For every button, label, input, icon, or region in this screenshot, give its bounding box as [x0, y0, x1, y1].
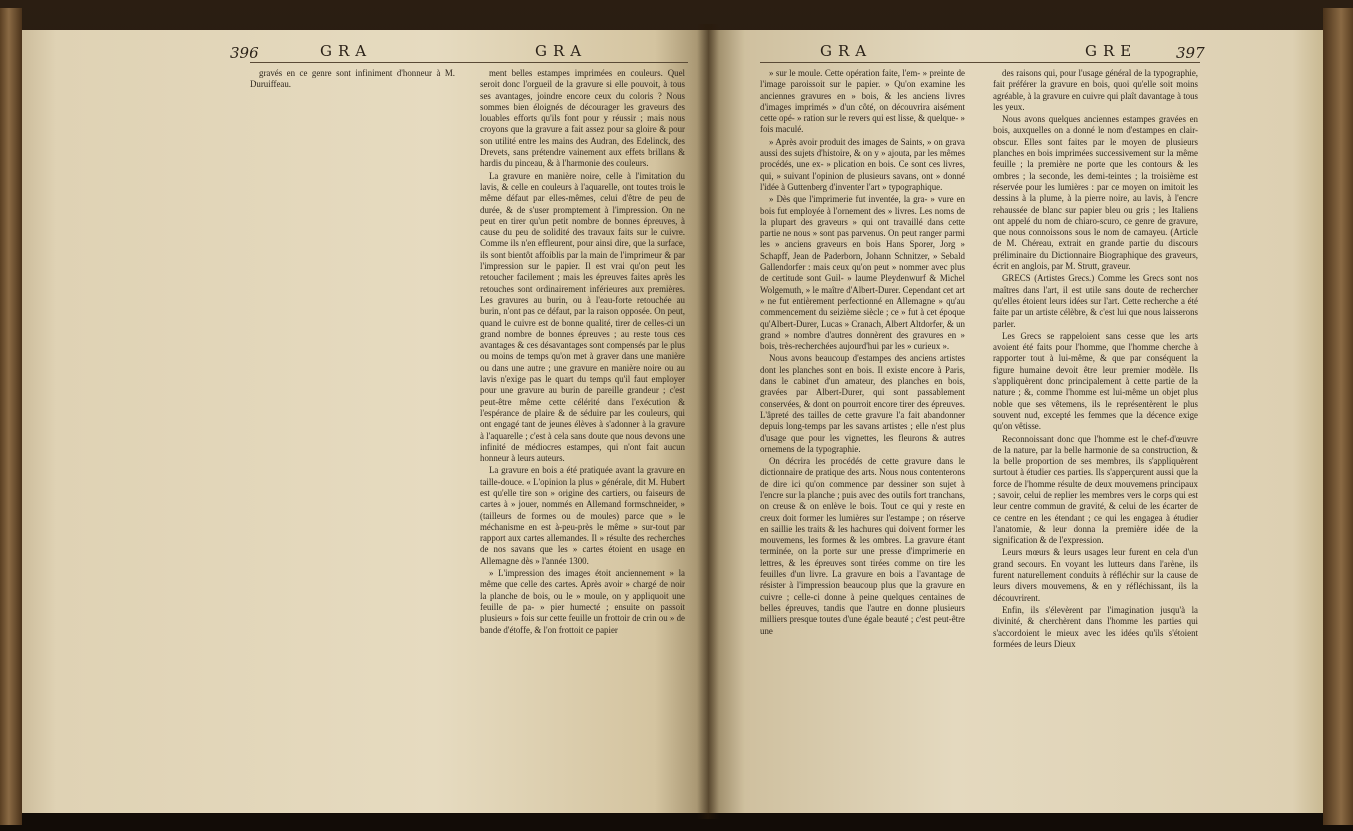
- paragraph: La gravure en manière noire, celle à l'imitation du lavis, & celle en couleurs à l'aquarelle, ont toutes trois le même défaut par elles-mêmes, celui d'être de peu de durée, & de s'user promptement à l'impression. On ne peut en tirer qu'un petit nombre de bonnes épreuves, à cause du peu de solidité des travaux faits sur le cuivre. Comme ils n'en effleurent, pour ainsi dire, que la surface, ils sont bientôt affoiblis par la main de l'imprimeur & par l'impression sur le papier. Il est vrai qu'on peut les retoucher facilement ; mais les épreuves faites après les retouches sont ordinairement inférieures aux premières. Les gravures au burin, ou à l'eau-forte retouchée au burin, n'ont pas ce défaut, par la raison opposée. On peut, quand le cuivre est de bonne qualité, tirer de celles-ci un grand nombre de bonnes épreuves ; au reste tous ces avantages & ces désavantages sont compensés par le plus ou moins de temps qu'on met à graver dans une manière ou dans une autre ; une gravure en manière noire ou au lavis n'exige pas le quart du temps qu'il faut employer pour une gravure au burin de pareille grandeur ; c'est peut-être même cette célérité dans l'exécution & l'espérance de plaire & de séduire par les couleurs, qui ont engagé tant de jeunes élèves à s'adonner à la gravure à l'aquarelle ; c'est à cela sans doute que nous devons une infinité de médiocres estampes, qui n'ont fait aucun honneur à leurs auteurs.: [480, 170, 685, 464]
- right-page-column-1: [760, 68, 965, 638]
- paragraph: » L'impression des images étoit anciennement » la même que celle des cartes. Après avoir » chargé de noir la planche de bois, ou le » moule, on y appliquoit une feuille de pa- » pier humecté ; ensuite on passoit plusieurs » fois sur cette feuille un frottoir de crin ou » de bande d'étoffe, & l'on frottoit ce papier: [480, 568, 685, 635]
- paragraph: Les Grecs se rappeloient sans cesse que les arts avoient été faits pour l'homme, que l'homme cherche à rapporter tout à lui-même, & que par conséquent la figure humaine devoit être leur premier modèle. Ils s'appliquèrent donc principalement à cette partie de la nature ; &, comme l'homme est lui-même un objet plus noble que ses vêtemens, ils le représentèrent le plus souvent nud, excepté les femmes que la décence exige qu'on vêtisse.: [993, 330, 1198, 432]
- left-page-number: 396: [230, 44, 259, 62]
- right-header-rule: [760, 62, 1200, 63]
- left-page-column-2: [480, 68, 685, 637]
- paragraph: La gravure en bois a été pratiquée avant la gravure en taille-douce. « L'opinion la plus » générale, dit M. Hubert est qu'elle tire son » origine des cartiers, ou faiseurs de cartes à » jouer, nommés en Allemand formschneider, » (tailleurs de formes ou de moules) parce que » le méchanisme en est à-peu-près le même » sur-tout par rapport aux cartes allemandes. Il » résulte des recherches de nos savans que les » cartes étoient en usage en Allemagne dès » l'année 1300.: [480, 465, 685, 566]
- paragraph: des raisons qui, pour l'usage général de la typographie, fait préférer la gravure en bois, quoi qu'elle soit moins agréable, à la gravure en cuivre qui plaît davantage à tous les yeux.: [993, 68, 1198, 112]
- paragraph: Nous avons beaucoup d'estampes des anciens artistes dont les planches sont en bois. Il existe encore à Paris, dans le cabinet d'un amateur, des planches en bois, gravées par Albert-Durer, qui sont passablement conservées, & dont on pourroit encore tirer des épreuves. L'âpreté des tailles de cette gravure l'a fait abandonner depuis long-temps par les savans artistes ; elle n'est plus d'usage que pour les vignettes, les fleurons & autres ornemens de la typographie.: [760, 353, 965, 454]
- book-gutter: [697, 24, 719, 819]
- paragraph: Enfin, ils s'élevèrent par l'imagination jusqu'à la divinité, & cherchèrent dans l'homme les parties qui s'accordoient le mieux avec les idées qu'ils s'étoient formées de leurs Dieux: [993, 604, 1198, 649]
- paragraph: Nous avons quelques anciennes estampes gravées en bois, auxquelles on a donné le nom d'estampes en clair-obscur. Elles sont faites par le moyen de plusieurs planches en bois imprimées successivement sur la même feuille ; la première ne porte que les contours & les ombres ; la seconde, les demi-teintes ; la troisième est réservée pour les lumières : par ce moyen on imitoit les dessins à la plume, à la pierre noire, au lavis, à l'encre rehaussée de blanc sur papier bleu ou gris ; les Italiens ont appelé du nom de chiaro-scuro, ce genre de gravure, que nous connoissons sous le nom de camayeu. (Article de M. Chéreau, extrait en grande partie du discours préliminaire du Dictionnaire Biographique des graveurs, écrit en anglois, par M. Strutt, graveur.: [993, 114, 1198, 272]
- left-page-header-left: GRA: [320, 42, 373, 60]
- paragraph: gravés en ce genre sont infiniment d'honneur à M. Duruiffeau.: [250, 68, 455, 90]
- right-page-header-right: GRE: [1085, 42, 1138, 60]
- paragraph: Leurs mœurs & leurs usages leur furent en cela d'un grand secours. En voyant les lutteurs dans l'arène, ils furent naturellement conduits à réfléchir sur la cause de leurs divers mouvemens, & en y réfléchissant, ils la découvrirent.: [993, 547, 1198, 603]
- right-page-number: 397: [1176, 44, 1205, 62]
- paragraph: On décrira les procédés de cette gravure dans le dictionnaire de pratique des arts. Nous nous contenterons de dire ici qu'on commence par dessiner son sujet à l'encre sur la planche ; puis avec des outils fort tranchans, on creuse & on enlève le bois. Tout ce qui y reste en creux doit former les lumières sur l'estampe ; on réserve en saillie les traits & les hachures qui doivent former les mouvemens, les formes & les ombres. La gravure étant terminée, on la porte sur une presse d'imprimerie en lettres, & les épreuves sont tirées comme on tire les feuilles d'un livre. La gravure en bois a l'avantage de résister à l'impression beaucoup plus que la gravure en cuivre ; celle-ci donne à peine quelques centaines de belles épreuves, tandis que l'autre en donne plusieurs milliers presque toutes d'une égale beauté ; c'est peut-être une: [760, 456, 965, 636]
- right-page-column-2: [993, 68, 1198, 651]
- paragraph: GRECS (Artistes Grecs.) Comme les Grecs sont nos maîtres dans l'art, il est utile sans doute de rechercher qu'elles étoient leurs idées sur l'art. Cette recherche a été faite par un artiste célèbre, & c'est lui que nous laisserons parler.: [993, 273, 1198, 329]
- paragraph: » Après avoir produit des images de Saints, » on grava aussi des sujets d'histoire, & on y » ajouta, par les mêmes procédés, une ex- » plication en bois. Ce sont ces livres, qui, » suivant l'opinion de plusieurs savans, ont » donné l'idée à Guttenberg d'inventer l'art » typographique.: [760, 136, 965, 192]
- paragraph: » Dès que l'imprimerie fut inventée, la gra- » vure en bois fut employée à l'ornement des » livres. Les noms de la plupart des graveurs » qui ont travaillé dans cette partie ne nous » sont pas parvenus. On peut ranger parmi les » anciens graveurs en bois Hans Sporer, Jorg » Schapff, Jean de Paderborn, Johann Schnitzer, » Sebald Gallendorfer : mais ceux qu'on peut » nommer avec plus de certitude sont Guil- » laume Pleydenwurf & Michel Wolgemuth, » le maître d'Albert-Durer. Cependant cet art » ne fut entièrement perfectionné en Allemagne » qu'au commencement du seizième siècle ; ce » fut à cet époque qu'Albert-Durer, Lucas » Cranach, Albert Altdorfer, & un grand » nombre d'autres donnèrent des gravures en » bois, très-recherchées aujourd'hui par les » curieux ».: [760, 194, 965, 352]
- right-page-header-left: GRA: [820, 42, 873, 60]
- left-page-header-right: GRA: [535, 42, 588, 60]
- book-cover-edge-right: [1323, 8, 1353, 825]
- paragraph: Reconnoissant donc que l'homme est le chef-d'œuvre de la nature, par la belle harmonie de sa construction, & la belle proportion de ses membres, ils s'appliquèrent surtout à étudier ces parties. Ils s'apperçurent aussi que la force de l'homme résulte de deux mouvemens principaux ; savoir, celui de replier les membres vers le corps qui est leur centre commun de gravité, & celui de les écarter de ce centre en les étendant ; ce qui les engagea à étudier l'anatomie, & leur donna la première idée de la signification & de l'expression.: [993, 433, 1198, 546]
- paragraph: ment belles estampes imprimées en couleurs. Quel seroit donc l'orgueil de la gravure si elle pouvoit, à tous ses avantages, joindre encore ceux du coloris ? Nous sommes bien éloignés de décourager les graveurs des louables efforts qu'ils font pour y réussir ; mais nous croyons que la gravure a fait assez pour sa gloire & pour son utilité entre les mains des Audran, des Edelinck, des Drevets, sans prétendre vainement aux effets brillans & hardis du pinceau, & à l'harmonie des couleurs.: [480, 68, 685, 169]
- left-header-rule: [250, 62, 688, 63]
- paragraph: » sur le moule. Cette opération faite, l'em- » preinte de l'image paroissoit sur le papier. » Qu'on examine les anciennes gravures en » bois, & les anciens livres d'images imprimés » d'un côté, on découvrira aisément cette opé- » ration sur le revers qui est lisse, & quelque- » fois maculé.: [760, 68, 965, 135]
- left-page-column-1: [250, 68, 455, 92]
- book-cover-edge-left: [0, 8, 22, 825]
